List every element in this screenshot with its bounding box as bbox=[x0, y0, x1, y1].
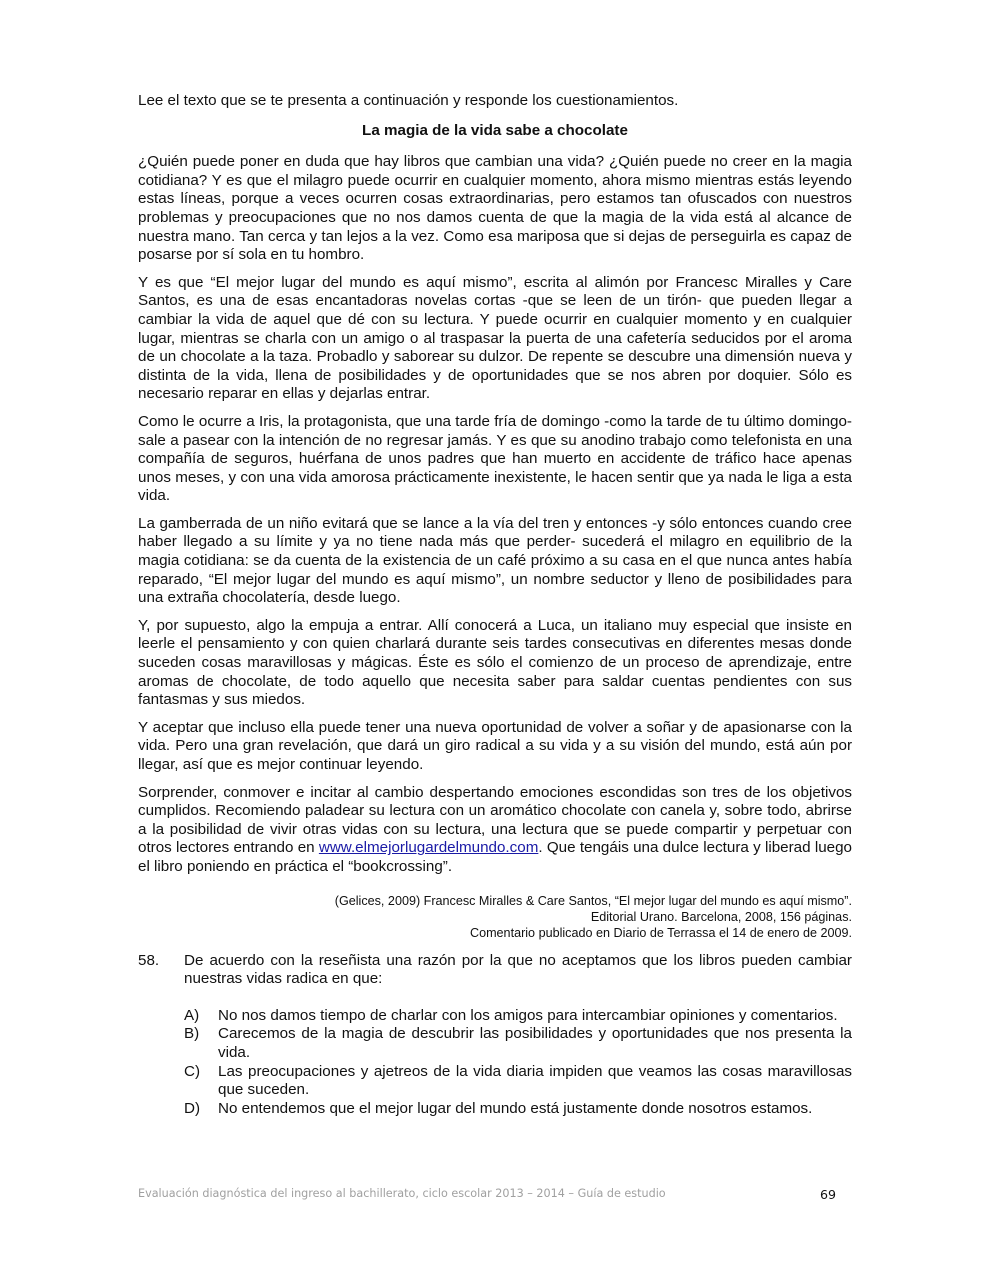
question-number: 58. bbox=[138, 951, 160, 969]
option-text: Carecemos de la magia de descubrir las posibilidades y oportunidades que nos presenta la vida. bbox=[218, 1025, 852, 1061]
article-paragraph-7 bbox=[138, 784, 852, 877]
option-letter: B) bbox=[184, 1025, 200, 1043]
option-b bbox=[184, 1025, 852, 1062]
article-paragraph-4: La gamberrada de un niño evitará que se lance a la vía del tren y entonces -y sólo entonces cuando cree haber llegado a su límite y ya no tiene nada más que perder- sucederá el milagro en equilibrio de la magia cotidiana: se da cuenta de la existencia de un café próximo a su casa en el que nunca antes había reparado, “El mejor lugar del mundo es aquí mismo”, un nombre seductor y lleno de posibilidades para una extraña chocolatería, desde luego. bbox=[138, 514, 852, 607]
document-page bbox=[138, 92, 852, 1118]
answer-options bbox=[184, 1007, 852, 1119]
option-text: No nos damos tiempo de charlar con los amigos para intercambiar opiniones y comentarios. bbox=[218, 1006, 838, 1024]
paragraph-text-before-link: Sorprender, conmover e incitar al cambio despertando emociones escondidas son tres de los objetivos cumplidos. Recomiendo paladear su lectura con un aromático chocolate con canela y, sobre todo, abrirse a la posibilidad de vivir otras vidas con su lectura, una lectura que se puede compartir y perpetuar con otros lectores entrando en bbox=[138, 783, 852, 857]
page-number: 69 bbox=[819, 1187, 836, 1202]
citation-line-2: Editorial Urano. Barcelona, 2008, 156 páginas. bbox=[590, 909, 852, 924]
citation bbox=[138, 893, 852, 941]
citation-line-1: (Gelices, 2009) Francesc Miralles & Care Santos, “El mejor lugar del mundo es aquí mismo”. bbox=[334, 893, 852, 908]
paragraph-text-after-link: . Que tengáis una dulce lectura y liberad luego el libro poniendo en práctica el “bookcrossing”. bbox=[138, 839, 852, 875]
option-text: No entendemos que el mejor lugar del mundo está justamente donde nosotros estamos. bbox=[218, 1099, 813, 1117]
website-link[interactable]: www.elmejorlugardelmundo.com bbox=[318, 839, 539, 857]
option-c bbox=[184, 1063, 852, 1100]
article-paragraph-6: Y aceptar que incluso ella puede tener una nueva oportunidad de volver a soñar y de apasionarse con la vida. Pero una gran revelación, que dará un giro radical a su vida y a su visión del mundo, está aún por llegar, así que es mejor continuar leyendo. bbox=[138, 718, 852, 773]
citation-line-3: Comentario publicado en Diario de Terrassa el 14 de enero de 2009. bbox=[469, 925, 852, 940]
article-paragraph-5: Y, por supuesto, algo la empuja a entrar. Allí conocerá a Luca, un italiano muy especial que insiste en leerle el pensamiento y con quien charlará durante seis tardes consecutivas en diferentes mesas donde suceden cosas maravillosas y mágicas. Éste es sólo el comienzo de un proceso de aprendizaje, entre aromas de chocolate, de todo aquello que necesita saber para saldar cuentas pendientes con sus fantasmas y sus miedos. bbox=[138, 616, 852, 709]
option-text: Las preocupaciones y ajetreos de la vida diaria impiden que veamos las cosas maravillosas que suceden. bbox=[218, 1062, 852, 1099]
instructions: Lee el texto que se te presenta a continuación y responde los cuestionamientos. bbox=[138, 92, 679, 109]
option-d bbox=[184, 1100, 852, 1119]
page-footer bbox=[138, 1187, 838, 1202]
article-paragraph-1: ¿Quién puede poner en duda que hay libros que cambian una vida? ¿Quién puede no creer en la magia cotidiana? Y es que el milagro puede ocurrir en cualquier momento, ahora mismo mientras estás leyendo estas líneas, porque a veces ocurren cosas extraordinarias, pero estamos tan ofuscados con nuestros problemas y preocupaciones que no nos damos cuenta de que la magia de la vida está al alcance de nuestra mano. Tan cerca y tan lejos a la vez. Como esa mariposa que si dejas de perseguirla es capaz de posarse por sí sola en tu hombro. bbox=[138, 153, 852, 264]
article-paragraph-3: Como le ocurre a Iris, la protagonista, que una tarde fría de domingo -como la tarde de tu último domingo- sale a pasear con la intención de no regresar jamás. Y es que su anodino trabajo como telefonista en una compañía de seguros, huérfana de unos padres que han muerto en accidente de tráfico hace apenas unos meses, y con una vida amorosa prácticamente inexistente, le hacen sentir que ya nada le liga a esta vida. bbox=[138, 412, 852, 505]
option-a bbox=[184, 1007, 852, 1026]
question-text: De acuerdo con la reseñista una razón por la que no aceptamos que los libros pueden cambiar nuestras vidas radica en que: bbox=[184, 951, 852, 988]
option-letter: A) bbox=[184, 1006, 200, 1024]
article-paragraph-2: Y es que “El mejor lugar del mundo es aquí mismo”, escrita al alimón por Francesc Miralles y Care Santos, es una de esas encantadoras novelas cortas -que se leen de un tirón- que pueden llegar a cambiar la vida de aquel que dé con su lectura. Y puede ocurrir en cualquier momento y en cualquier lugar, mientras se charla con un amigo o al traspasar la puerta de una cafetería seducidos por el aroma de un chocolate a la taza. Probadlo y saborear su dulzor. De repente se descubre una dimensión nueva y distinta de la vida, llena de posibilidades y de oportunidades que se nos abren por doquier. Sólo es necesario reparar en ellas y dejarlas entrar. bbox=[138, 273, 852, 403]
footer-text: Evaluación diagnóstica del ingreso al bachillerato, ciclo escolar 2013 – 2014 – Guía de estudio bbox=[138, 1187, 666, 1200]
article-title: La magia de la vida sabe a chocolate bbox=[362, 121, 628, 139]
question-58 bbox=[138, 952, 852, 989]
option-letter: D) bbox=[184, 1099, 201, 1117]
option-letter: C) bbox=[184, 1062, 201, 1080]
